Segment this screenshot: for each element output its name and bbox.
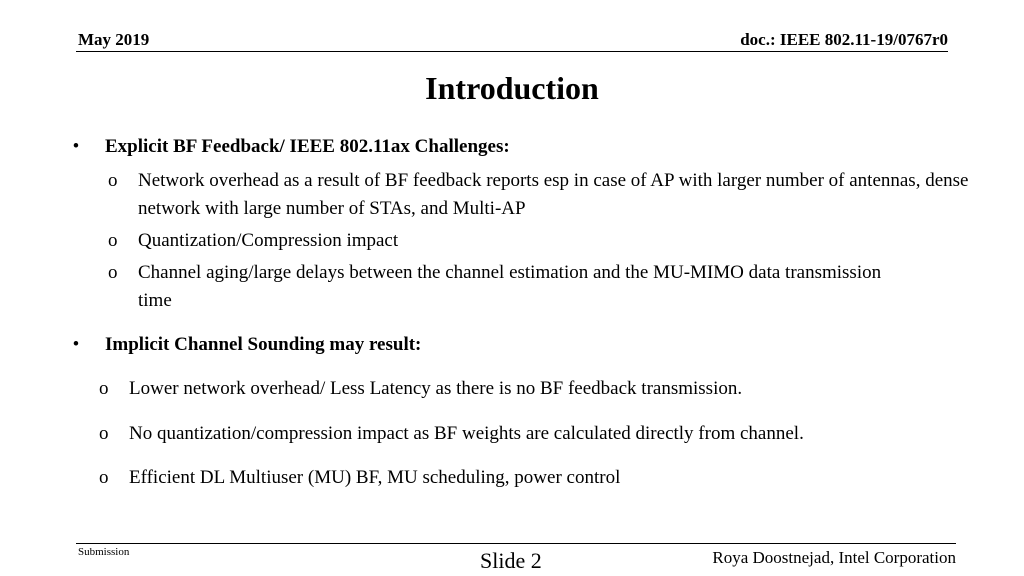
bullet-marker: • xyxy=(72,334,80,355)
section-heading: Explicit BF Feedback/ IEEE 802.11ax Challenges: xyxy=(105,136,510,157)
slide-title: Introduction xyxy=(425,70,599,106)
sub-bullet-marker: o xyxy=(108,262,118,283)
header-divider xyxy=(76,51,948,52)
list-item-text: No quantization/compression impact as BF weights are calculated directly from channel. xyxy=(129,423,804,444)
section-heading: Implicit Channel Sounding may result: xyxy=(105,334,422,355)
bullet-marker: • xyxy=(72,136,80,157)
sub-bullet-marker: o xyxy=(108,170,118,191)
footer-submission: Submission xyxy=(78,546,130,558)
slide-number: Slide 2 xyxy=(480,548,542,573)
sub-bullet-marker: o xyxy=(108,230,118,251)
header-date: May 2019 xyxy=(78,30,150,49)
list-item-text: Quantization/Compression impact xyxy=(138,230,399,251)
list-item-text: Lower network overhead/ Less Latency as there is no BF feedback transmission. xyxy=(129,378,743,399)
list-item-text: Efficient DL Multiuser (MU) BF, MU scheduling, power control xyxy=(129,467,621,488)
list-item-text: Channel aging/large delays between the channel estimation and the MU-MIMO data transmission time xyxy=(138,262,882,311)
header-doc-id: doc.: IEEE 802.11-19/0767r0 xyxy=(740,30,948,49)
sub-bullet-marker: o xyxy=(99,467,109,488)
footer-divider xyxy=(76,543,956,544)
sub-bullet-marker: o xyxy=(99,378,109,399)
footer-author: Roya Doostnejad, Intel Corporation xyxy=(712,548,956,567)
sub-bullet-marker: o xyxy=(99,423,109,444)
list-item-text: Network overhead as a result of BF feedback reports esp in case of AP with larger number of antennas, dense network with large number of STAs, and Multi-AP xyxy=(138,170,969,219)
